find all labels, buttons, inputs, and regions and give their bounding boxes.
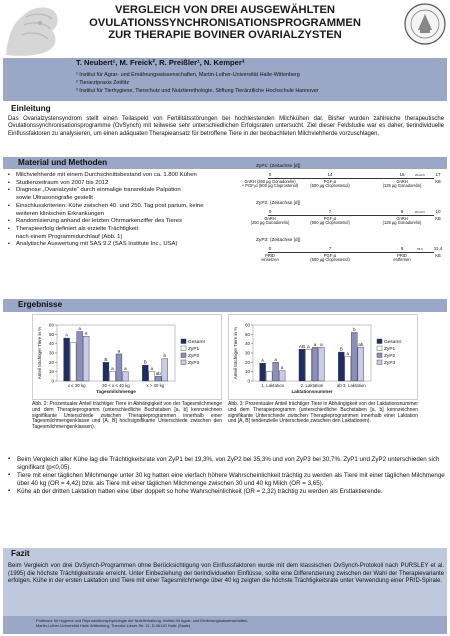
y-tick-label: 10 (244, 369, 250, 375)
legend-label: ZyP3 (188, 361, 200, 366)
bar (319, 347, 325, 381)
bar (77, 332, 83, 381)
bar (299, 349, 305, 381)
x-axis-label: Laktationsnummer (291, 389, 333, 394)
result-item: ▪ Kühe ab der dritten Laktation hatten eine über doppelt so hohe Wahrscheinlichkeit (OR = 2,32) trächtig zu werden als Erstlaktierende. (8, 488, 448, 496)
title-line-1: VERGLEICH VON DREI AUSGEWÄHLTEN (114, 4, 336, 16)
timeline-label: KB (435, 252, 441, 258)
category-label: ab 3. Laktation (336, 383, 366, 388)
y-tick-label: 0 (247, 378, 250, 384)
legend-swatch (181, 353, 186, 358)
timeline-label: PRID einsetzen (261, 252, 279, 263)
timeline-day: 17 (435, 172, 441, 177)
legend-swatch (377, 353, 382, 358)
timeline-label: PGF₂α (500 µg Cloprostenol) (310, 178, 350, 189)
legend-swatch (377, 346, 382, 351)
affiliation-1: ¹ Institut für Agrar- und Ernährungswissenschaften, Martin-Luther-Universität Halle-Wittenberg (76, 72, 300, 78)
bar-label: A (261, 357, 265, 363)
bar-label: a (346, 351, 350, 357)
legend-label: ZyP1 (188, 347, 200, 352)
bar-label: a (78, 326, 81, 332)
material-heading: Material und Methoden (18, 158, 108, 167)
chart-milk-yield (32, 314, 222, 400)
bar (338, 352, 344, 381)
title-line-2: OVULATIONSSYNCHRONISATIONSPROGRAMMEN (89, 16, 361, 29)
bar-label: a (320, 341, 323, 347)
timeline-day: 0 (268, 246, 272, 251)
y-tick-label: 50 (244, 331, 250, 337)
bar-label: A (65, 332, 69, 338)
result-item: ▪ Tiere mit einer täglichen Milchmenge unter 30 kg hatten eine vierfach höhere Wahrscheinlichkeit trächtig zu werden als Tiere mit einer täglichen Milchmenge über 40 kg (OR = 4,42) bzw. als Tiere mit einer täglichen Milchmenge zwischen 30 und 40 kg Milch (OR = 3,65). (8, 472, 448, 488)
y-axis-label: Anteil trächtiger Tiere in % (37, 326, 42, 380)
timeline-day: 9 (400, 209, 404, 214)
legend-label: ZyP3 (384, 361, 396, 366)
material-item: ▪ Milchviehherde mit einem Durchschnittsbestand von ca. 1.800 Kühen (8, 172, 234, 180)
legend-label: Gesamt (188, 340, 205, 345)
bar (70, 343, 76, 381)
bar (260, 363, 266, 381)
timeline-label: GnRH (125 µg Gonadorelin) (382, 215, 422, 226)
bar (149, 372, 155, 381)
bar-label: a (274, 356, 277, 362)
timeline-interval: 20-24 h (414, 210, 426, 214)
protocol-title: ZyP3: (Zeitachse [d]) (256, 238, 301, 243)
timeline-day: 0 (268, 209, 272, 214)
bar (155, 376, 161, 381)
bar (162, 359, 168, 381)
legend-swatch (377, 360, 382, 365)
bar-label: b (163, 353, 167, 359)
material-list (8, 172, 234, 249)
material-item: ▪ Analytische Auswertung mit SAS 9.2 (SAS Institute Inc., USA) (8, 241, 234, 249)
chart-lactation (228, 314, 418, 400)
affiliation-3: ³ Institut für Tierhygiene, Tierschutz und Nutztierethologie, Stiftung Tierärztliche Hochschule Hannover (76, 88, 319, 95)
authors-block (76, 58, 446, 96)
legend-label: ZyP2 (188, 354, 200, 359)
bar (64, 338, 70, 381)
ergebnisse-heading: Ergebnisse (18, 300, 63, 309)
bar-label: a (307, 343, 310, 349)
legend-label: ZyP1 (384, 347, 396, 352)
author-list: T. Neubert¹, M. Freick², R. Preißler¹, N. Kemper³ (76, 58, 245, 67)
lion-logo-icon (2, 1, 64, 57)
timeline-label: GnRH (250 µg Gonadorelin) (250, 215, 290, 226)
einleitung-heading: Einleitung (11, 104, 51, 113)
y-tick-label: 40 (48, 341, 54, 347)
bar (83, 336, 89, 381)
bar (116, 354, 122, 381)
figure-3-caption: Abb. 3: Prozentualer Anteil trächtiger Tiere in Abhängigkeit von der Laktationsnummer und dem Therapieprogramm (unterschiedliche Buchstaben [a, b] kennzeichnen signifikante Unterschiede zwischen Therapieprogrammen innerhalb einer Laktation und [A, B] tendenzielle Unterschiede zwischen den Laktationen). (228, 401, 418, 425)
bar-label: B (104, 356, 108, 362)
timeline-day: 0 (268, 172, 272, 177)
y-tick-label: 60 (48, 322, 54, 328)
timeline-label: PGF₂α (500 µg Cloprostenol) (310, 215, 350, 226)
y-tick-label: 20 (48, 359, 54, 365)
figure-2-caption: Abb. 2: Prozentualer Anteil trächtiger Tiere in Abhängigkeit von der Tagesmilchmenge und dem Therapieprogramm (unterschiedliche Buchstaben [a, b] kennzeichnen signifikante Unterschiede zwischen Therapieprogrammen innerhalb einer Tagesmilchmengenklasse und [A, B] hochsignifikante Unterschiede zwischen den Tagesmilchmengenklassen). (32, 401, 222, 431)
bar (142, 365, 148, 381)
bar (279, 371, 285, 381)
y-tick-label: 0 (51, 378, 54, 384)
y-tick-label: 30 (244, 350, 250, 356)
y-tick-label: 40 (244, 341, 250, 347)
material-item: weiteren klinischen Erkrankungen (16, 210, 105, 217)
category-label: 1. Laktation (261, 383, 285, 388)
x-axis-label: Tagesmilchmenge (96, 389, 136, 394)
timeline-day: 7 (328, 209, 332, 214)
material-item: ▪ Einschlusskriterien: Kühe zwischen 40. und 250. Tag post partum, keine (8, 203, 234, 211)
fazit-heading: Fazit (11, 549, 30, 558)
timeline-label: KB (435, 215, 441, 221)
einleitung-text: Das Ovarialzystensyndrom stellt einen Teilaspekt von Fertilitätsstörungen bei hochleistenden Milchkühen dar. Bisher wurden zahlreiche therapeutische Ovulationssynchronisationsprogramme (OvSynch) mit teilweise sehr unterschiedlichen Erfolgsraten untersucht. Ziel dieser Feldstudie war es daher, tierindividuelle Einflussfaktoren zu analysieren, um einen adäquaten Therapieansatz für betroffene Tiere in der beobachteten Milchviehherde vorzuschlagen. (8, 116, 444, 137)
material-item: ▪ Diagnose „Ovarialzyste“ durch einmalige transrektale Palpation (8, 187, 234, 195)
footer-line-1: Professur für Hygiene und Reproduktionsphysiologie der Nutztierhaltung, Institut für Agrar- und Ernährungswissenschaften, (36, 618, 249, 623)
material-item: ▪ Studienzeitraum von 2007 bis 2012 (8, 180, 234, 188)
timeline-label: GnRH (250 µg Gonadorelin) + PGF₂α (500 µg Cloprostenol) (241, 178, 299, 189)
timeline-interval: 56 h (417, 247, 423, 251)
bar-label: a (111, 366, 114, 372)
chart-lactation-svg (229, 315, 419, 401)
y-tick-label: 20 (244, 359, 250, 365)
legend-swatch (181, 346, 186, 351)
bar-label: ab (358, 341, 364, 347)
protocol-title: ZyP1: (Zeitachse [d]) (256, 164, 301, 169)
timeline-day: 11,4 (433, 246, 443, 251)
timeline-label: KB (435, 178, 441, 184)
footer-address (36, 619, 416, 629)
affiliation-2: ² Tierarztpraxis Zettlitz (76, 80, 130, 87)
bar-label: a (280, 365, 284, 371)
category-label: x > 40 kg (146, 383, 165, 388)
bar (110, 372, 116, 381)
bar-label: B (143, 359, 147, 365)
bar (351, 332, 357, 381)
timeline-day: 7 (328, 246, 332, 251)
bar (273, 362, 279, 381)
bar-label: a (313, 341, 317, 347)
results-list (8, 456, 448, 496)
bar-label: a (84, 330, 88, 336)
material-item: ▪ Randomisierung anhand der letzten Ohrmarkenziffer des Tieres (8, 218, 234, 226)
legend-swatch (181, 360, 186, 365)
bar-label: a (117, 348, 121, 354)
bar (358, 347, 364, 381)
title-line-3: ZUR THERAPIE BOVINER OVARIALZYSTEN (108, 29, 342, 41)
material-item: sowie Ultrasonografie gestellt (16, 195, 93, 202)
bar (312, 347, 318, 381)
bar-label: B (339, 346, 343, 352)
bar-label: ab (155, 370, 161, 376)
protocol-title: ZyP2: (Zeitachse [d]) (256, 201, 301, 206)
legend-label: ZyP2 (384, 354, 396, 359)
footer-line-2: Martin-Luther-Universität Halle-Wittenberg, Theodor-Lieser-Str. 11, D-06120 Halle (Saale) (36, 622, 191, 628)
university-seal-icon (403, 2, 447, 46)
protocol-timelines (241, 164, 446, 274)
bar (266, 372, 272, 381)
y-tick-label: 50 (48, 331, 54, 337)
legend-swatch (181, 339, 186, 344)
ergebnisse-band (3, 299, 447, 312)
y-axis-label: Anteil trächtiger Tiere in % (233, 326, 238, 380)
bar-label: AB (298, 343, 306, 349)
timeline-label: PGF₂α (500 µg Cloprostenol) (310, 252, 350, 263)
protocol-timeline (260, 246, 442, 264)
y-tick-label: 10 (48, 369, 54, 375)
material-item: ▪ Therapieerfolg definiert als erzielte Trächtigkeit (8, 226, 234, 234)
protocol-timeline (241, 172, 442, 190)
chart-milk-yield-svg (33, 315, 223, 401)
timeline-label: PRID entfernen (393, 252, 411, 263)
fazit-text: Beim Vergleich von drei OvSynch-Programmen ohne Berücksichtigung von Einflussfaktoren wurde mit dem klassischen OvSynch-Protokoll nach PURSLEY et al. (1995) die höchste Trächtigkeitsrate erreicht. Unter Einbeziehung der tierindividuellen Einflüsse, sollte eine Differenzierung zwischen der Wahl der Therapievariante erfolgen. Kühe in der ersten Laktation und Tiere mit einer Tagesmilchmenge über 40 kg zeigten die höchste Trächtigkeitsrate unter Verwendung einer PRID-Spirale. (8, 563, 444, 585)
material-item: nach einem Programmdurchlauf (Abb. 1) (16, 233, 123, 240)
poster-header (0, 0, 450, 58)
timeline-day: 14 (327, 172, 333, 177)
bar-label: a (124, 366, 127, 372)
bar-label: a (150, 366, 154, 372)
bar (123, 372, 129, 381)
legend-swatch (377, 339, 382, 344)
category-label: 2. Laktation (300, 383, 324, 388)
poster-title (60, 4, 390, 42)
bar (103, 362, 109, 381)
timeline-interval: 20-24 h (414, 173, 426, 177)
timeline-day: 9 (400, 246, 404, 251)
bar (345, 357, 351, 381)
timeline-day: 10 (435, 209, 441, 214)
timeline-day: 16 (399, 172, 405, 177)
result-item: ▪ Beim Vergleich aller Kühe lag die Trächtigkeitsrate von ZyP1 bei 19,3%, von ZyP2 bei 35,3% und von ZyP3 bei 30,7%. ZyP1 und ZyP2 unterschieden sich signifikant (p<0,05). (8, 456, 448, 472)
timeline-label: GnRH (125 µg Gonadorelin) (382, 178, 422, 189)
bar (306, 349, 312, 381)
y-tick-label: 30 (48, 350, 54, 356)
protocol-timeline (250, 209, 442, 227)
category-label: x ≤ 30 kg (67, 383, 86, 388)
category-label: 30 < x ≤ 40 kg (102, 383, 130, 388)
y-tick-label: 60 (244, 322, 250, 328)
legend-label: Gesamt (384, 340, 401, 345)
bar-label: b (353, 326, 356, 332)
